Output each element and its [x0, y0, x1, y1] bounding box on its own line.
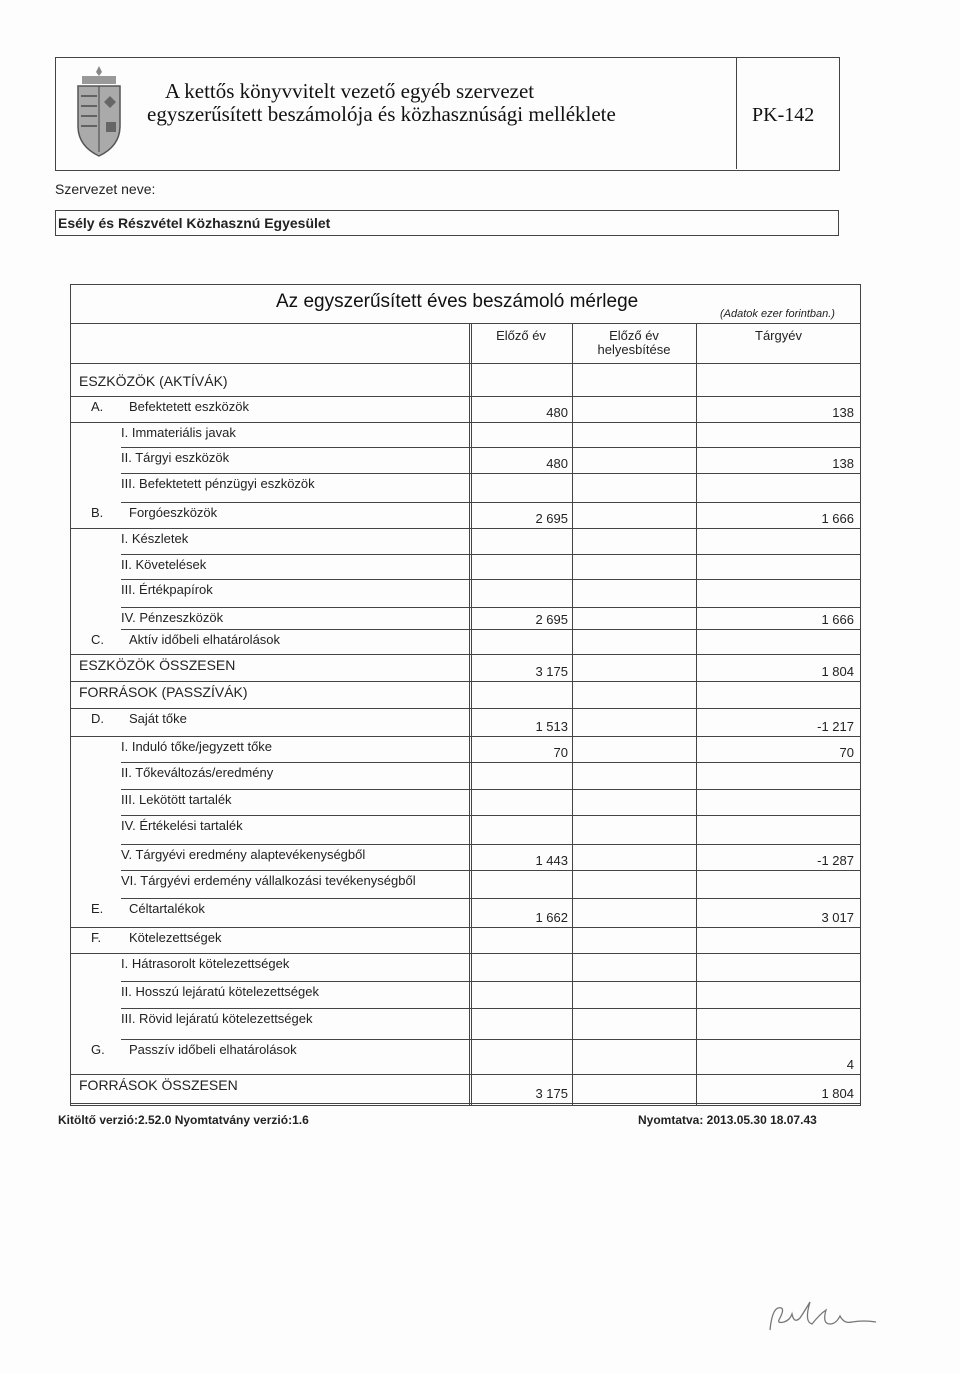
row-label: III. Rövid lejáratú kötelezettségek	[121, 1011, 313, 1026]
row-label: I. Immateriális javak	[121, 425, 236, 440]
col-header-prev-corr	[573, 329, 695, 357]
col-header-prev-corr-line1: Előző év	[609, 328, 659, 343]
table-row	[71, 474, 860, 503]
table-row	[71, 608, 860, 630]
row-label: V. Tárgyévi eredmény alaptevékenységből	[121, 847, 366, 862]
balance-sheet-title: Az egyszerűsített éves beszámoló mérlege	[276, 291, 639, 312]
table-row	[71, 503, 860, 529]
prev-year-value: 480	[546, 456, 568, 471]
row-code: F.	[91, 930, 102, 945]
current-year-value: 70	[839, 745, 854, 760]
prev-year-value: 480	[546, 405, 568, 420]
prev-year-value: 70	[553, 745, 568, 760]
row-label: IV. Értékelési tartalék	[121, 818, 243, 833]
current-year-value: 1 804	[821, 664, 854, 679]
table-row	[71, 423, 860, 448]
organization-name: Esély és Részvétel Közhasznú Egyesület	[58, 215, 331, 231]
row-label: III. Értékpapírok	[121, 582, 213, 597]
row-label: I. Induló tőke/jegyzett tőke	[121, 739, 273, 754]
table-row	[71, 397, 860, 423]
balance-sheet-table	[70, 284, 861, 1106]
table-row	[71, 580, 860, 608]
table-row	[71, 982, 860, 1009]
label-column-divider	[469, 323, 470, 1105]
column-divider	[696, 323, 697, 1105]
table-row	[71, 1009, 860, 1040]
table-row	[71, 790, 860, 816]
row-code: G.	[91, 1042, 105, 1057]
row-code: D.	[91, 711, 104, 726]
current-year-value: 1 804	[821, 1086, 854, 1101]
prev-year-value: 3 175	[535, 1086, 568, 1101]
col-header-current-year: Tárgyév	[755, 328, 802, 343]
row-label: FORRÁSOK ÖSSZESEN	[79, 1077, 238, 1093]
row-label: III. Lekötött tartalék	[121, 792, 232, 807]
col-header-prev-corr-line2: helyesbítése	[597, 342, 671, 357]
table-row	[71, 816, 860, 845]
row-label: III. Befektetett pénzügyi eszközök	[121, 476, 315, 491]
current-year-value: 138	[832, 456, 854, 471]
prev-year-value: 2 695	[535, 612, 568, 627]
prev-year-value: 1 513	[535, 719, 568, 734]
row-code: E.	[91, 901, 104, 916]
row-label: Passzív időbeli elhatárolások	[129, 1042, 297, 1057]
prev-year-value: 3 175	[535, 664, 568, 679]
prev-year-value: 1 443	[535, 853, 568, 868]
row-label: Befektetett eszközök	[129, 399, 249, 414]
table-row	[71, 954, 860, 982]
row-label: Céltartalékok	[129, 901, 205, 916]
coat-of-arms-icon	[68, 62, 130, 160]
row-label: VI. Tárgyévi erdemény vállalkozási tevékenységből	[121, 873, 416, 888]
table-row	[71, 763, 860, 790]
table-row	[71, 737, 860, 763]
row-code: B.	[91, 505, 104, 520]
table-row	[71, 682, 860, 709]
current-year-value: 3 017	[821, 910, 854, 925]
software-version: Kitöltő verzió:2.52.0 Nyomtatvány verzió:1.6	[58, 1113, 309, 1127]
current-year-value: 1 666	[821, 511, 854, 526]
row-code: C.	[91, 632, 104, 647]
row-label: I. Hátrasorolt kötelezettségek	[121, 956, 290, 971]
row-label: I. Készletek	[121, 531, 189, 546]
print-timestamp: Nyomtatva: 2013.05.30 18.07.43	[638, 1113, 817, 1127]
handwritten-signature	[760, 1290, 930, 1340]
row-label: Kötelezettségek	[129, 930, 222, 945]
table-row	[71, 371, 860, 397]
form-title-line-2: egyszerűsített beszámolója és közhasznúsági melléklete	[147, 102, 616, 126]
current-year-value: 4	[846, 1057, 854, 1072]
table-row	[71, 655, 860, 682]
table-row	[71, 555, 860, 580]
row-label: Aktív időbeli elhatárolások	[129, 632, 281, 647]
current-year-value: -1 287	[817, 853, 854, 868]
table-row	[71, 1040, 860, 1075]
row-code: A.	[91, 399, 104, 414]
row-label: ESZKÖZÖK (AKTÍVÁK)	[79, 373, 228, 389]
table-row	[71, 845, 860, 871]
form-title-line-1: A kettős könyvvitelt vezető egyéb szervezet	[165, 79, 535, 103]
table-row	[71, 871, 860, 899]
prev-year-value: 1 662	[535, 910, 568, 925]
table-row	[71, 630, 860, 655]
table-row	[71, 448, 860, 474]
table-row	[71, 529, 860, 555]
row-label: ESZKÖZÖK ÖSSZESEN	[79, 657, 236, 673]
table-row	[71, 709, 860, 737]
form-code: PK-142	[752, 104, 815, 126]
table-row	[71, 899, 860, 928]
row-label: II. Tárgyi eszközök	[121, 450, 230, 465]
prev-year-value: 2 695	[535, 511, 568, 526]
column-divider	[572, 323, 573, 1105]
current-year-value: 138	[832, 405, 854, 420]
row-label: II. Hosszú lejáratú kötelezettségek	[121, 984, 319, 999]
current-year-value: -1 217	[817, 719, 854, 734]
row-label: Forgóeszközök	[129, 505, 218, 520]
row-label: Saját tőke	[129, 711, 187, 726]
organization-label: Szervezet neve:	[55, 181, 156, 197]
table-row	[71, 1075, 860, 1104]
current-year-value: 1 666	[821, 612, 854, 627]
row-label: II. Tőkeváltozás/eredmény	[121, 765, 274, 780]
row-label: FORRÁSOK (PASSZÍVÁK)	[79, 684, 248, 700]
row-label: II. Követelések	[121, 557, 207, 572]
column-divider	[471, 323, 472, 1105]
unit-note: (Adatok ezer forintban.)	[720, 308, 835, 320]
table-row	[71, 928, 860, 954]
col-header-prev-year: Előző év	[496, 328, 546, 343]
row-label: IV. Pénzeszközök	[121, 610, 224, 625]
